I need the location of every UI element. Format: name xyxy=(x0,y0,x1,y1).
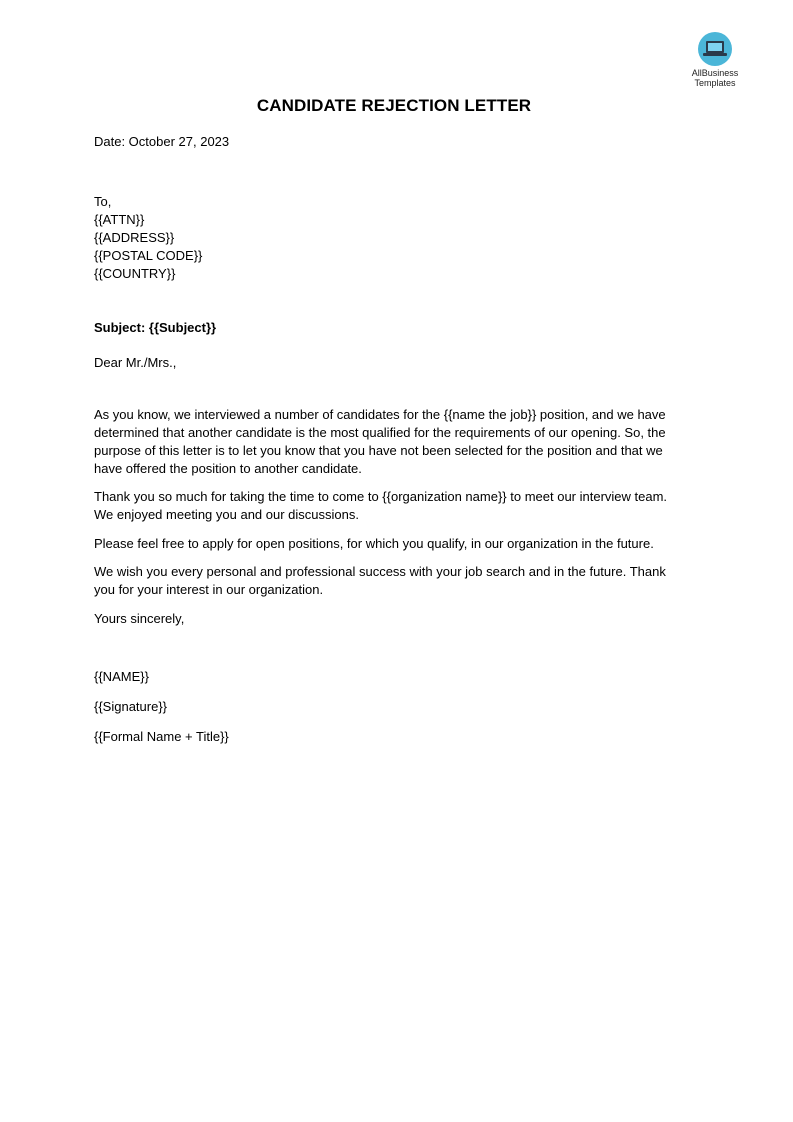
allbusiness-templates-logo xyxy=(680,32,750,88)
signer-formal-title: {{Formal Name + Title}} xyxy=(94,729,229,744)
paragraph-line: Please feel free to apply for open positions, for which you qualify, in our organization in the future. xyxy=(94,536,654,551)
letter-date: Date: October 27, 2023 xyxy=(94,134,230,149)
paragraph-line: determined that another candidate is the most qualified for the requirements of our opening. So, the xyxy=(94,425,666,440)
paragraph-line: We wish you every personal and professional success with your job search and in the future. Thank xyxy=(94,564,666,579)
address-postal-code: {{POSTAL CODE}} xyxy=(94,248,203,263)
address-to: To, xyxy=(94,194,112,209)
logo-text xyxy=(680,68,750,88)
address-line: {{ADDRESS}} xyxy=(94,230,175,245)
paragraph-line: you for your interest in our organization. xyxy=(94,582,324,597)
paragraph-line: As you know, we interviewed a number of candidates for the {{name the job}} position, and we have xyxy=(94,407,666,422)
paragraph-line: purpose of this letter is to let you know that you have not been selected for the position and that we xyxy=(94,443,663,458)
signer-name: {{NAME}} xyxy=(94,669,149,684)
paragraph-line: Thank you so much for taking the time to come to {{organization name}} to meet our interview team. xyxy=(94,489,668,504)
paragraph-line: We enjoyed meeting you and our discussions. xyxy=(94,507,359,522)
signer-signature: {{Signature}} xyxy=(94,699,168,714)
closing: Yours sincerely, xyxy=(94,611,185,626)
paragraph-3 xyxy=(94,535,714,553)
paragraph-line: have offered the position to another candidate. xyxy=(94,461,362,476)
letter-subject: Subject: {{Subject}} xyxy=(94,320,217,335)
paragraph-2 xyxy=(94,488,714,524)
letter-title: CANDIDATE REJECTION LETTER xyxy=(256,96,532,115)
logo-line-1: AllBusiness xyxy=(691,68,739,78)
paragraph-1 xyxy=(94,406,714,478)
paragraph-4 xyxy=(94,563,714,599)
address-attn: {{ATTN}} xyxy=(94,212,145,227)
logo-line-2: Templates xyxy=(694,78,736,88)
laptop-icon xyxy=(698,32,732,66)
address-country: {{COUNTRY}} xyxy=(94,266,176,281)
salutation: Dear Mr./Mrs., xyxy=(94,355,177,370)
